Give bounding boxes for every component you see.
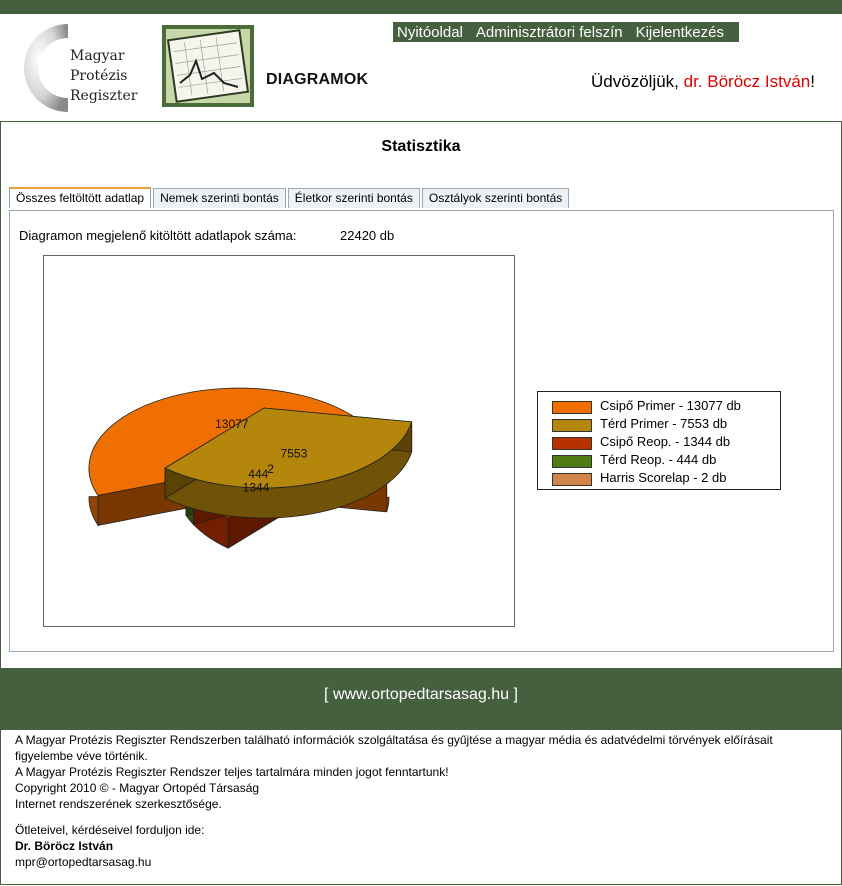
legend-text: Térd Reop. - 444 db xyxy=(600,452,717,467)
pie-data-label: 1344 xyxy=(242,480,270,495)
welcome-suffix: ! xyxy=(810,72,815,91)
tab-all-uploaded[interactable]: Összes feltöltött adatlap xyxy=(9,187,151,208)
legend-text: Csipő Reop. - 1344 db xyxy=(600,434,731,449)
tab-by-age[interactable]: Életkor szerinti bontás xyxy=(288,188,420,208)
footer-website-link[interactable]: [ www.ortopedtarsasag.hu ] xyxy=(324,686,518,703)
header xyxy=(0,14,842,122)
legend-text: Harris Scorelap - 2 db xyxy=(600,470,727,485)
footer-bar xyxy=(0,668,842,730)
nav-admin-link[interactable]: Adminisztrátori felszín xyxy=(475,23,623,41)
tab-bar xyxy=(9,188,571,209)
top-bar xyxy=(0,0,842,14)
nav-logout-link[interactable]: Kijelentkezés xyxy=(635,23,724,41)
welcome-message xyxy=(591,72,815,92)
contact-name: Dr. Böröcz István xyxy=(15,839,114,853)
logo-text-1: Magyar xyxy=(70,48,125,64)
count-label: Diagramon megjelenő kitöltött adatlapok száma: xyxy=(19,228,297,243)
diagram-icon xyxy=(162,25,254,107)
welcome-prefix: Üdvözöljük, xyxy=(591,72,684,91)
footer-line-2: A Magyar Protézis Regiszter Rendszer teljes tartalmára minden jogot fenntartunk! xyxy=(15,765,449,779)
chart-legend xyxy=(537,391,781,490)
pie-data-label: 444 xyxy=(248,467,269,481)
tab-by-gender[interactable]: Nemek szerinti bontás xyxy=(153,188,286,208)
legend-swatch xyxy=(552,419,592,432)
legend-text: Csipő Primer - 13077 db xyxy=(600,398,741,413)
footer-line-3: Copyright 2010 © - Magyar Ortopéd Társaság xyxy=(15,781,260,795)
main-content xyxy=(0,122,842,668)
pie-data-label: 2 xyxy=(267,462,274,476)
top-nav xyxy=(393,22,739,42)
registry-logo xyxy=(24,22,164,112)
count-value: 22420 db xyxy=(340,228,395,243)
pie-chart xyxy=(43,255,515,627)
brand-title: DIAGRAMOK xyxy=(266,71,369,88)
legend-swatch xyxy=(552,437,592,450)
tab-by-department[interactable]: Osztályok szerinti bontás xyxy=(422,188,569,208)
legend-text: Térd Primer - 7553 db xyxy=(600,416,728,431)
footer-notes xyxy=(15,732,815,870)
logo-arc xyxy=(24,24,68,112)
logo-text-3: Regiszter xyxy=(70,88,138,104)
pie-data-label: 7553 xyxy=(280,446,308,461)
legend-swatch xyxy=(552,455,592,468)
contact-prompt: Ötleteivel, kérdéseivel forduljon ide: xyxy=(15,823,205,837)
logo-text-2: Protézis xyxy=(70,68,128,84)
tab-panel xyxy=(9,210,834,652)
pie-data-label: 13077 xyxy=(215,417,249,432)
nav-home-link[interactable]: Nyitóoldal xyxy=(397,23,463,41)
legend-swatch xyxy=(552,401,592,414)
legend-swatch xyxy=(552,473,592,486)
contact-email[interactable]: mpr@ortopedtarsasag.hu xyxy=(15,855,152,869)
page-title: Statisztika xyxy=(381,138,461,155)
user-name: dr. Böröcz István xyxy=(683,72,811,91)
footer-line-4: Internet rendszerének szerkesztősége. xyxy=(15,797,222,811)
footer-line-1: A Magyar Protézis Regiszter Rendszerben található információk szolgáltatása és gyűjtése a magyar média és adatvédelmi törvények előírásait figyelembe véve történik. xyxy=(15,733,773,763)
